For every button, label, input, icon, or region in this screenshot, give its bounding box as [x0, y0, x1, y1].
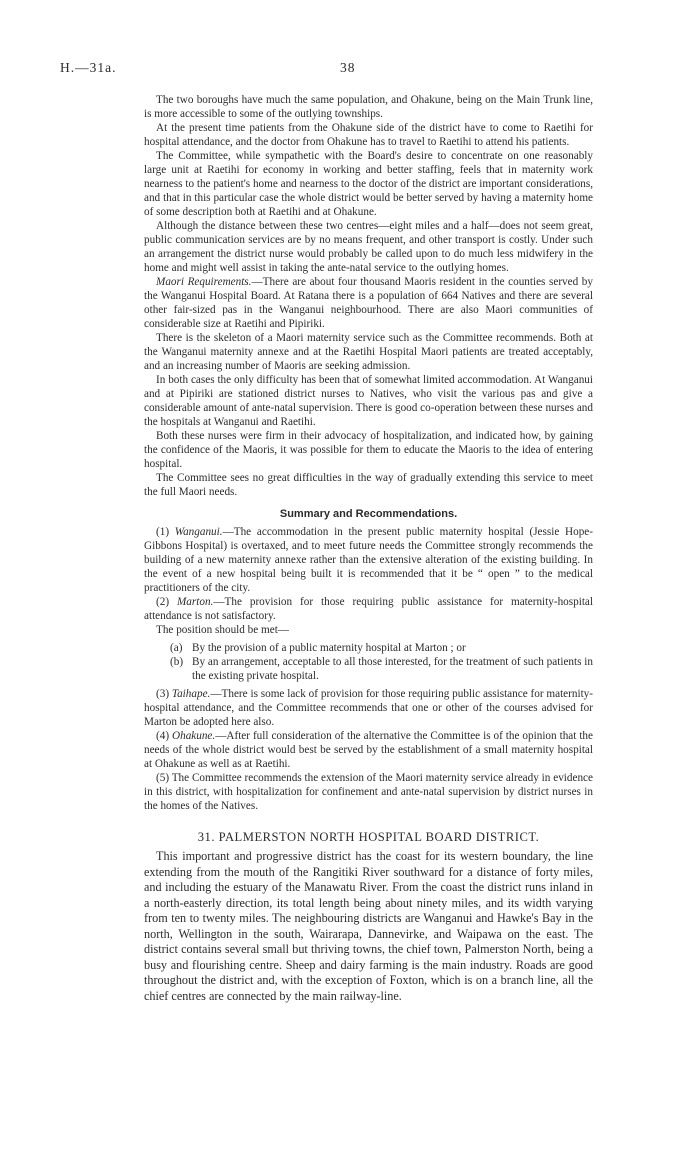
paragraph: At the present time patients from the Ohakune side of the district have to come to Raetihi for hospital attendance, and the doctor from Ohakune has to travel to Raetihi to attend his patients. [144, 122, 593, 148]
paragraph: There is the skeleton of a Maori maternity service such as the Committee recommends. Both at the Wanganui maternity annexe and at the Raetihi Hospital Maori patients are treated acceptably, and an increasing number of Maoris are seeking admission. [144, 332, 593, 372]
recommendation-number: (1) [156, 526, 170, 538]
option-item [170, 641, 593, 655]
recommendation-number: (5) [156, 772, 170, 784]
running-head [60, 60, 640, 80]
section-run-in-heading: Maori Requirements. [156, 276, 252, 288]
recommendation-4 [144, 729, 593, 771]
recommendation-text: —After full consideration of the alternative the Committee is of the opinion that the needs of the whole district would best be served by the establishment of a small maternity hospital at Ohakune as well as at Raetihi. [144, 730, 593, 770]
option-item [170, 655, 593, 683]
recommendation-text: —The accommodation in the present public maternity hospital (Jessie Hope-Gibbons Hospital) is overtaxed, and to meet future needs the Committee strongly recommends the building of a new maternity annexe rather than the extensive alteration of the existing building. In the event of a new hospital being built it is recommended that it be “ open ” to the medical practitioners of the city. [144, 526, 593, 594]
paragraph: Both these nurses were firm in their advocacy of hospitalization, and indicated how, by gaining the confidence of the Maoris, it was possible for them to educate the Maoris to the idea of entering hospital. [144, 430, 593, 470]
position-line: The position should be met— [156, 624, 289, 636]
recommendation-place: Marton. [176, 596, 214, 608]
paragraph: The two boroughs have much the same population, and Ohakune, being on the Main Trunk line, is more accessible to some of the outlying townships. [144, 94, 593, 120]
option-text: By the provision of a public maternity hospital at Marton ; or [192, 642, 466, 654]
option-text: By an arrangement, acceptable to all those interested, for the treatment of such patients in the existing private hospital. [192, 656, 593, 682]
recommendation-place: Taihape. [171, 688, 211, 700]
district-section-title: 31. PALMERSTON NORTH HOSPITAL BOARD DISTRICT. [197, 830, 540, 844]
paragraph: Although the distance between these two centres—eight miles and a half—does not seem great, public communication services are by no means frequent, and other transport is costly. Under such an arrangement the district nurse would probably be called upon to do much less midwifery in the home and might well assist in taking the ante-natal service to the outlying homes. [144, 220, 593, 274]
district-description: This important and progressive district has the coast for its western boundary, the line extending from the mouth of the Rangitiki River southward for a distance of forty miles, and including the estuary of the Manawatu River. From the coast the district runs inland in a north-easterly direction, its total length being about ninety miles, and its width varying from ten to twenty miles. The neighbouring districts are Wanganui and Hawke's Bay in the north, Wellington in the south, Wairarapa, Dannevirke, and Waipawa on the east. The district contains several small but thriving towns, the chief town, Palmerston North, being a busy and flourishing centre. Sheep and dairy farming is the main industry. Roads are good throughout the district and, with the exception of Foxton, which is on a branch line, all the chief centres are connected by the main railway-line. [144, 849, 593, 1003]
options-list [144, 641, 593, 683]
recommendation-place: Wanganui. [174, 526, 223, 538]
recommendation-2 [144, 595, 593, 623]
summary-heading: Summary and Recommendations. [279, 508, 458, 520]
paragraph: The Committee sees no great difficulties in the way of gradually extending this service to meet the full Maori needs. [144, 472, 593, 498]
recommendation-number: (2) [156, 596, 170, 608]
recommendation-text: —The provision for those requiring public assistance for maternity-hospital attendance is not satisfactory. [144, 596, 594, 622]
recommendation-place: Ohakune. [172, 730, 216, 742]
body-text [144, 93, 593, 1004]
paragraph: The Committee, while sympathetic with the Board's desire to concentrate on one reasonably large unit at Raetihi for economy in working and better staffing, feels that in maternity work nearness to the patient's home and nearness to the doctor of the district are important considerations, and that in this particular case the whole district would be better served by having a maternity home of some description both at Raetihi and at Ohakune. [144, 150, 593, 218]
recommendation-1 [144, 525, 593, 595]
option-marker: (b) [170, 656, 184, 668]
recommendation-number: (3) [156, 688, 170, 700]
recommendation-text: —There is some lack of provision for those requiring public assistance for maternity-hospital attendance, and the Committee recommends that one or other of the courses advised for Marton be adopted here also. [144, 688, 593, 728]
maori-requirements-paragraph [144, 275, 593, 331]
recommendation-3 [144, 687, 593, 729]
recommendation-text: The Committee recommends the extension of the Maori maternity service already in evidence in this district, with hospitalization for confinement and ante-natal supervision by district nurses in the homes of the Natives. [144, 772, 593, 812]
document-reference: H.—31a. [60, 60, 117, 75]
recommendation-5 [144, 771, 593, 813]
paragraph-text: —There are about four thousand Maoris resident in the counties served by the Wanganui Hospital Board. At Ratana there is a population of 664 Natives and there are several other fair-sized pas in the Wanganui neighbourhood. There are also Maori communities of considerable size at Raetihi and Pipiriki. [144, 276, 593, 330]
recommendation-number: (4) [156, 730, 170, 742]
page-number: 38 [340, 60, 356, 75]
paragraph: In both cases the only difficulty has been that of somewhat limited accommodation. At Wanganui and at Pipiriki are stationed district nurses to Natives, who visit the various pas and give a considerable amount of ante-natal supervision. There is good co-operation between these nurses and the hospitals at Wanganui and Raetihi. [144, 374, 593, 428]
option-marker: (a) [170, 642, 183, 654]
